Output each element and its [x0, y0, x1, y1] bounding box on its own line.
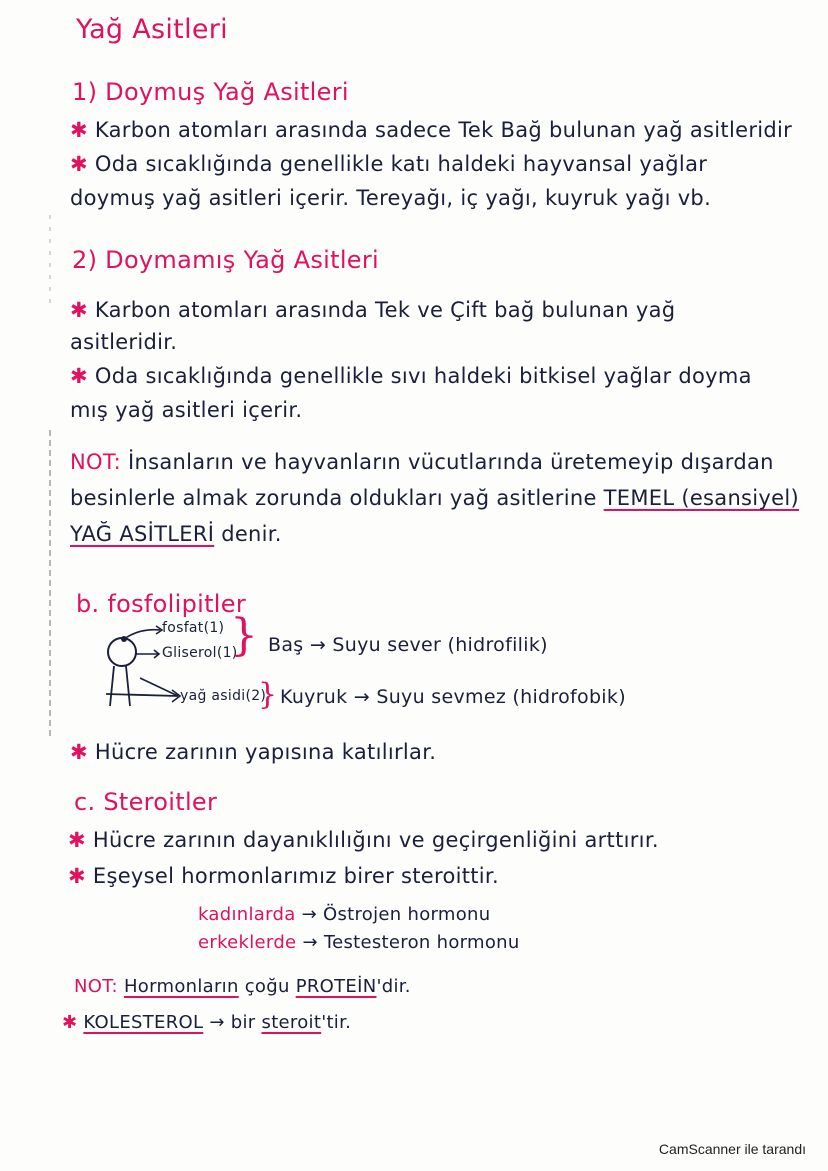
- section1-continuation: doymuş yağ asitleri içerir. Tereyağı, iç yağı, kuyruk yağı vb.: [70, 186, 712, 210]
- head-description: Baş → Suyu sever (hidrofilik): [268, 634, 548, 656]
- section2-heading: 2) Doymamış Yağ Asitleri: [72, 246, 379, 274]
- yag-asidi-label: yağ asidi(2): [180, 688, 267, 704]
- section1-bullet-2: ✱ Oda sıcaklığında genellikle katı haldeki hayvansal yağlar: [70, 152, 708, 176]
- section2-bullet-1-cont: asitleridir.: [70, 330, 178, 354]
- section2-bullet-1: ✱ Karbon atomları arasında Tek ve Çift bağ bulunan yağ: [70, 298, 676, 322]
- asterisk-icon: ✱: [70, 740, 88, 764]
- brace-icon: }: [258, 677, 278, 712]
- section-b-heading: b. fosfolipitler: [76, 590, 247, 618]
- asterisk-icon: ✱: [70, 298, 88, 322]
- section1-heading: 1) Doymuş Yağ Asitleri: [72, 78, 349, 106]
- temel-term: TEMEL (esansiyel): [603, 486, 800, 510]
- note-label: NOT:: [74, 976, 118, 997]
- asterisk-icon: ✱: [68, 864, 86, 888]
- section2-bullet-2-cont: mış yağ asitleri içerir.: [70, 398, 303, 422]
- note1-line2: besinlerle almak zorunda oldukları yağ asitlerine TEMEL (esansiyel): [70, 486, 800, 510]
- asterisk-icon: ✱: [68, 828, 86, 852]
- brace-icon: }: [230, 610, 258, 661]
- note2: NOT: Hormonların çoğu PROTEİN'dir.: [74, 976, 411, 997]
- note1-line1: NOT: İnsanların ve hayvanların vücutlarında üretemeyip dışardan: [70, 450, 774, 474]
- tail-description: Kuyruk → Suyu sevmez (hidrofobik): [280, 686, 626, 708]
- section-c-heading: c. Steroitler: [74, 788, 218, 816]
- section-c-bullet-2: ✱ Eşeysel hormonlarımız birer steroittir.: [68, 864, 499, 888]
- camscanner-watermark: CamScanner ile tarandı: [658, 1141, 806, 1157]
- page-margin-mark: [49, 430, 51, 740]
- page-margin-mark: [49, 215, 51, 305]
- yag-asitleri-term: YAĞ ASİTLERİ: [70, 522, 215, 546]
- men-hormone: erkeklerde → Testesteron hormonu: [198, 932, 520, 953]
- section2-bullet-2: ✱ Oda sıcaklığında genellikle sıvı haldeki bitkisel yağlar doyma: [70, 364, 752, 388]
- asterisk-icon: ✱: [70, 364, 88, 388]
- gliserol-label: Gliserol(1): [162, 645, 238, 661]
- section-b-bullet: ✱ Hücre zarının yapısına katılırlar.: [70, 740, 437, 764]
- cholesterol-line: ✱ KOLESTEROL → bir steroit'tir.: [62, 1012, 352, 1033]
- note1-line3: YAĞ ASİTLERİ denir.: [70, 522, 282, 546]
- section-c-bullet-1: ✱ Hücre zarının dayanıklılığını ve geçirgenliğini arttırır.: [68, 828, 659, 852]
- asterisk-icon: ✱: [70, 152, 88, 176]
- note-label: NOT:: [70, 450, 122, 474]
- asterisk-icon: ✱: [70, 118, 88, 142]
- section1-bullet-1: ✱ Karbon atomları arasında sadece Tek Bağ bulunan yağ asitleridir: [70, 118, 793, 142]
- page-title: Yağ Asitleri: [76, 14, 228, 45]
- women-hormone: kadınlarda → Östrojen hormonu: [198, 904, 491, 925]
- fosfat-label: fosfat(1): [162, 620, 225, 636]
- asterisk-icon: ✱: [62, 1012, 78, 1033]
